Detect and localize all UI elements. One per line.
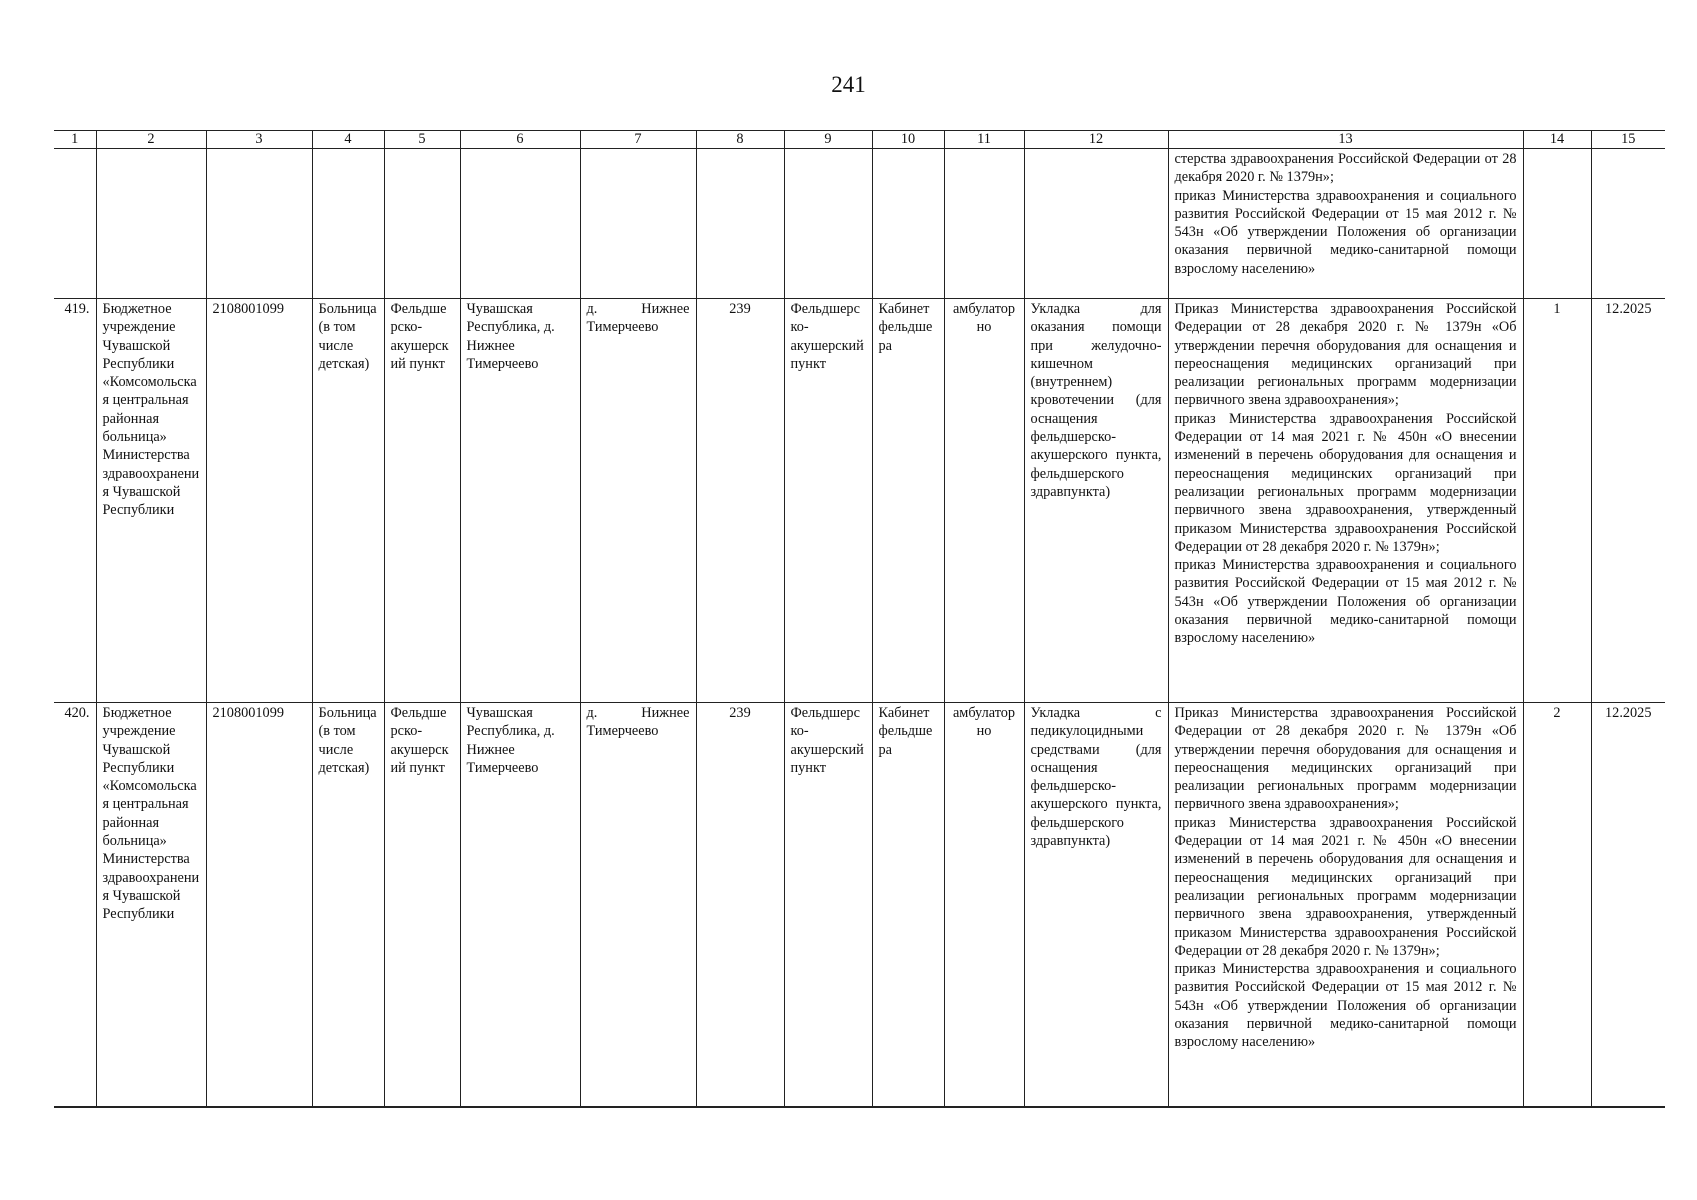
page-number: 241 bbox=[831, 72, 866, 97]
legal-basis-text: приказ Министерства здравоохранения Российской Федерации от 14 мая 2021 г. № 450н «О внесении изменений в перечень оборудования для оснащения и переоснащения медицинских организаций при реализации региональных программ модернизации первичного звена здравоохранения, утвержденный приказом Министерства здравоохранения Российской Федерации от 28 декабря 2020 г. № 1379н»; bbox=[1174, 814, 1517, 959]
care-cell: амбулаторно bbox=[944, 703, 1024, 1107]
type-cell: Больница (в том числе детская) bbox=[312, 703, 384, 1107]
unit-cell: Фельдшерско-акушерский пункт bbox=[384, 299, 460, 703]
legal-basis-text: приказ Министерства здравоохранения Российской Федерации от 14 мая 2021 г. № 450н «О внесении изменений в перечень оборудования для оснащения и переоснащения медицинских организаций при реализации региональных программ модернизации первичного звена здравоохранения, утвержденный приказом Министерства здравоохранения Российской Федерации от 28 декабря 2020 г. № 1379н»; bbox=[1174, 410, 1517, 555]
column-header: 2 bbox=[96, 131, 206, 149]
equipment-cell: Укладка для оказания помощи при желудочно-кишечном (внутреннем) кровотечении (для оснащения фельдшерско-акушерского пункта, фельдшерского здравпункта) bbox=[1024, 299, 1168, 703]
inn-cell: 2108001099 bbox=[206, 299, 312, 703]
legal-basis-text: Приказ Министерства здравоохранения Российской Федерации от 28 декабря 2020 г. № 1379н «Об утверждении перечня оборудования для оснащения и переоснащения медицинских организаций при реализации региональных программ модернизации первичного звена здравоохранения»; bbox=[1174, 705, 1517, 813]
column-header: 3 bbox=[206, 131, 312, 149]
institution-cell: Бюджетное учреждение Чувашской Республики «Комсомольская центральная районная больница» Министерства здравоохранения Чувашской Республики bbox=[96, 703, 206, 1107]
column-header: 11 bbox=[944, 131, 1024, 149]
subdivision-cell: Фельдшерско-акушерский пункт bbox=[784, 299, 872, 703]
inn-cell: 2108001099 bbox=[206, 703, 312, 1107]
settlement-cell: д. Нижнее Тимерчеево bbox=[580, 703, 696, 1107]
column-header: 15 bbox=[1591, 131, 1665, 149]
row-number: 420. bbox=[54, 703, 96, 1107]
legal-basis-text: стерства здравоохранения Российской Федерации от 28 декабря 2020 г. № 1379н»; bbox=[1174, 151, 1517, 186]
column-header: 5 bbox=[384, 131, 460, 149]
column-header: 4 bbox=[312, 131, 384, 149]
column-number-header bbox=[54, 131, 1665, 149]
room-cell: Кабинет фельдшера bbox=[872, 703, 944, 1107]
settlement-cell: д. Нижнее Тимерчеево bbox=[580, 299, 696, 703]
column-header: 14 bbox=[1523, 131, 1591, 149]
column-header: 9 bbox=[784, 131, 872, 149]
address-cell: Чувашская Республика, д. Нижнее Тимерчеево bbox=[460, 299, 580, 703]
quantity-cell: 1 bbox=[1523, 299, 1591, 703]
column-header: 6 bbox=[460, 131, 580, 149]
address-cell: Чувашская Республика, д. Нижнее Тимерчеево bbox=[460, 703, 580, 1107]
institution-cell: Бюджетное учреждение Чувашской Республики «Комсомольская центральная районная больница» Министерства здравоохранения Чувашской Республики bbox=[96, 299, 206, 703]
row-number: 419. bbox=[54, 299, 96, 703]
date-cell: 12.2025 bbox=[1591, 299, 1665, 703]
legal-basis-cell bbox=[1168, 149, 1523, 299]
care-cell: амбулаторно bbox=[944, 299, 1024, 703]
legal-basis-text: Приказ Министерства здравоохранения Российской Федерации от 28 декабря 2020 г. № 1379н «Об утверждении перечня оборудования для оснащения и переоснащения медицинских организаций при реализации региональных программ модернизации первичного звена здравоохранения»; bbox=[1174, 301, 1517, 409]
column-header: 12 bbox=[1024, 131, 1168, 149]
column-header: 13 bbox=[1168, 131, 1523, 149]
unit-cell: Фельдшерско-акушерский пункт bbox=[384, 703, 460, 1107]
table-row bbox=[54, 703, 1665, 1107]
column-header: 7 bbox=[580, 131, 696, 149]
legal-basis-text: приказ Министерства здравоохранения и социального развития Российской Федерации от 15 мая 2012 г. № 543н «Об утверждении Положения об организации оказания первичной медико-санитарной помощи взрослому населению» bbox=[1174, 557, 1517, 647]
column-header: 10 bbox=[872, 131, 944, 149]
code-cell: 239 bbox=[696, 703, 784, 1107]
room-cell: Кабинет фельдшера bbox=[872, 299, 944, 703]
legal-basis-text: приказ Министерства здравоохранения и социального развития Российской Федерации от 15 мая 2012 г. № 543н «Об утверждении Положения об организации оказания первичной медико-санитарной помощи взрослому населению» bbox=[1174, 961, 1517, 1051]
legal-basis-cell bbox=[1168, 703, 1523, 1107]
code-cell: 239 bbox=[696, 299, 784, 703]
legal-basis-cell bbox=[1168, 299, 1523, 703]
continuation-row bbox=[54, 149, 1665, 299]
date-cell: 12.2025 bbox=[1591, 703, 1665, 1107]
quantity-cell: 2 bbox=[1523, 703, 1591, 1107]
column-header: 8 bbox=[696, 131, 784, 149]
equipment-cell: Укладка с педикулоцидными средствами (для оснащения фельдшерско-акушерского пункта, фельдшерского здравпункта) bbox=[1024, 703, 1168, 1107]
subdivision-cell: Фельдшерско-акушерский пункт bbox=[784, 703, 872, 1107]
type-cell: Больница (в том числе детская) bbox=[312, 299, 384, 703]
table-row bbox=[54, 299, 1665, 703]
equipment-table bbox=[54, 130, 1665, 1108]
legal-basis-text: приказ Министерства здравоохранения и социального развития Российской Федерации от 15 мая 2012 г. № 543н «Об утверждении Положения об организации оказания первичной медико-санитарной помощи взрослому населению» bbox=[1174, 187, 1517, 277]
column-header: 1 bbox=[54, 131, 96, 149]
